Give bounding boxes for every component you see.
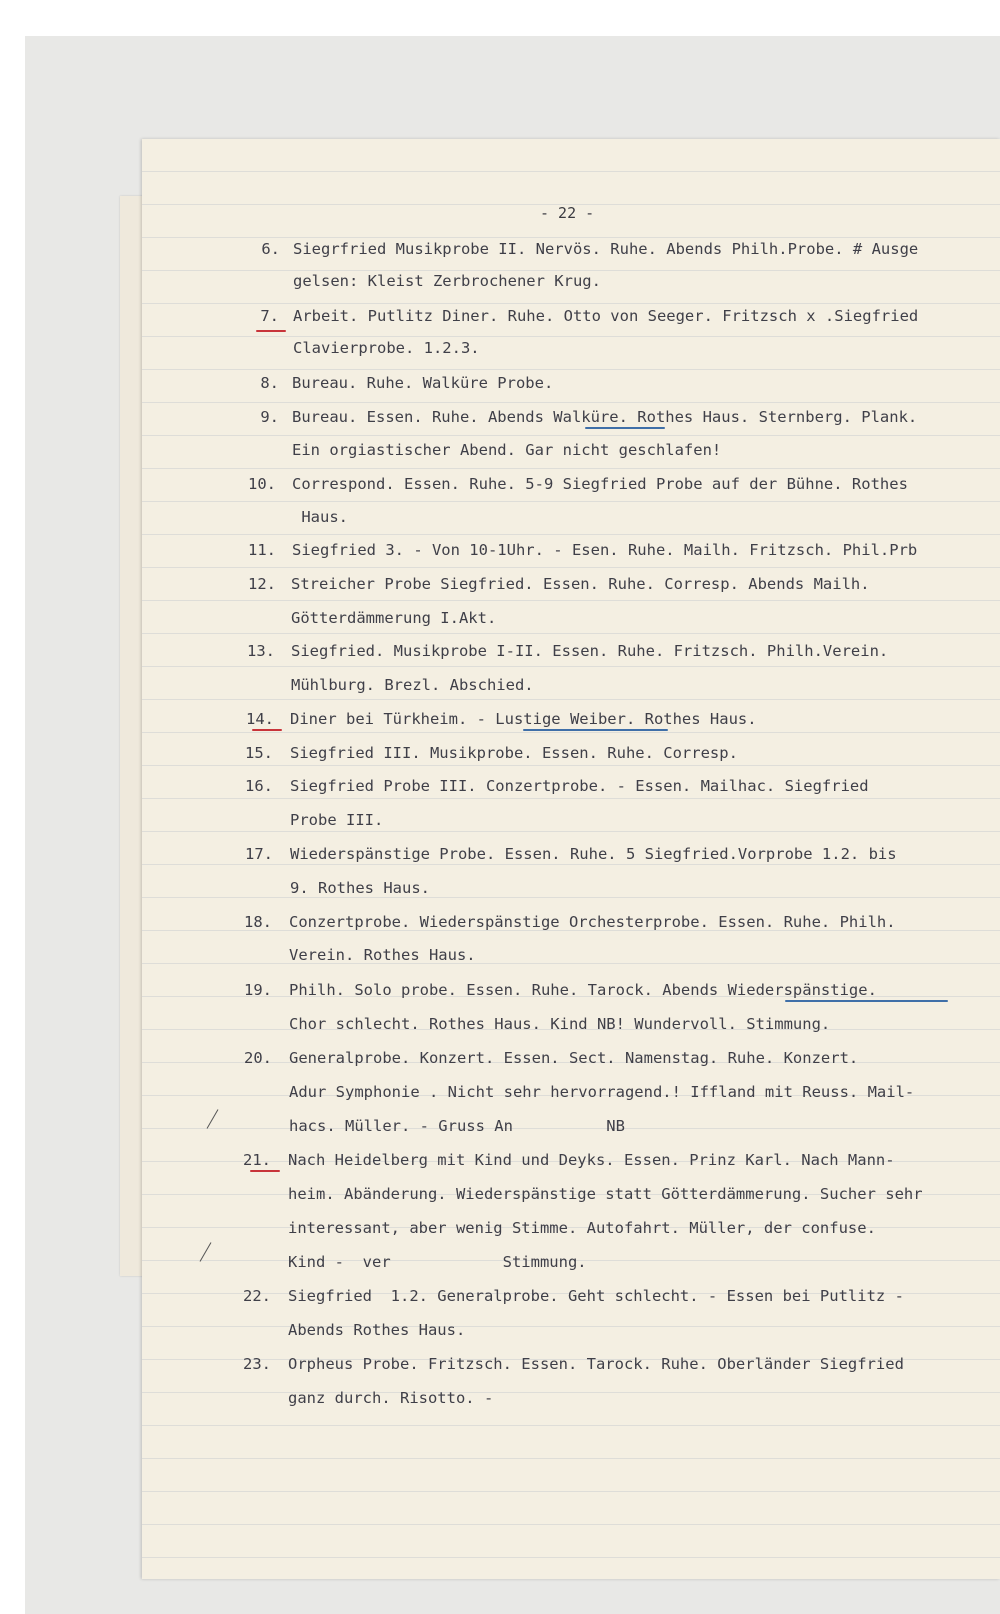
entry-line: Siegrfried Musikprobe II. Nervös. Ruhe. Abends Philh.Probe. # Ausge (293, 240, 919, 258)
entry-number: 18. (244, 913, 272, 931)
entry-line: Siegfried III. Musikprobe. Essen. Ruhe. Corresp. (290, 744, 738, 762)
entry-line: Orpheus Probe. Fritzsch. Essen. Tarock. Ruhe. Oberländer Siegfried (288, 1355, 904, 1373)
entry-number: 15. (245, 744, 273, 762)
entry-line: Haus. (292, 508, 348, 526)
entry-line: Clavierprobe. 1.2.3. (293, 339, 480, 357)
entry-line: Arbeit. Putlitz Diner. Ruhe. Otto von Seeger. Fritzsch x .Siegfried (293, 307, 919, 325)
entry-line: Diner bei Türkheim. - Lustige Weiber. Rothes Haus. (290, 710, 757, 728)
entry-line: heim. Abänderung. Wiederspänstige statt Götterdämmerung. Sucher sehr (288, 1185, 923, 1203)
red-pencil-underline (250, 1170, 280, 1172)
entry-line: gelsen: Kleist Zerbrochener Krug. (293, 272, 601, 290)
entry-number: 22. (243, 1287, 271, 1305)
entry-line: Nach Heidelberg mit Kind und Deyks. Essen. Prinz Karl. Nach Mann- (288, 1151, 895, 1169)
entry-line: interessant, aber wenig Stimme. Autofahrt. Müller, der confuse. (288, 1219, 876, 1237)
entry-line: Mühlburg. Brezl. Abschied. (291, 676, 534, 694)
entry-number: 12. (248, 575, 276, 593)
blue-pencil-underline (585, 427, 665, 429)
entry-line: Siegfried Probe III. Conzertprobe. - Essen. Mailhac. Siegfried (290, 777, 869, 795)
entry-number: 14. (246, 710, 274, 728)
entry-line: Siegfried. Musikprobe I-II. Essen. Ruhe. Fritzsch. Philh.Verein. (291, 642, 889, 660)
entry-line: Siegfried 1.2. Generalprobe. Geht schlecht. - Essen bei Putlitz - (288, 1287, 904, 1305)
entry-number: 10. (248, 475, 276, 493)
entry-number: 16. (245, 777, 273, 795)
red-pencil-underline (256, 330, 286, 332)
entry-line: Abends Rothes Haus. (288, 1321, 466, 1339)
entry-line: hacs. Müller. - Gruss An NB (289, 1117, 625, 1135)
entry-number: 7. (260, 307, 279, 325)
entry-number: 11. (248, 541, 276, 559)
entry-number: 19. (244, 981, 272, 999)
entry-line: Probe III. (290, 811, 384, 829)
entry-number: 8. (260, 374, 279, 392)
entry-line: Bureau. Ruhe. Walküre Probe. (292, 374, 554, 392)
entry-line: Ein orgiastischer Abend. Gar nicht geschlafen! (292, 441, 722, 459)
entry-number: 9. (260, 408, 279, 426)
red-pencil-underline (252, 729, 282, 731)
entry-line: Correspond. Essen. Ruhe. 5-9 Siegfried Probe auf der Bühne. Rothes (292, 475, 908, 493)
entry-line: Conzertprobe. Wiederspänstige Orchesterprobe. Essen. Ruhe. Philh. (289, 913, 896, 931)
entry-number: 13. (247, 642, 275, 660)
entry-line: Philh. Solo probe. Essen. Ruhe. Tarock. Abends Wiederspänstige. (289, 981, 877, 999)
entry-line: Generalprobe. Konzert. Essen. Sect. Namenstag. Ruhe. Konzert. (289, 1049, 859, 1067)
entry-line: Chor schlecht. Rothes Haus. Kind NB! Wundervoll. Stimmung. (289, 1015, 831, 1033)
page-number: - 22 - (540, 204, 595, 222)
entry-line: ganz durch. Risotto. - (288, 1389, 494, 1407)
entry-number: 6. (261, 240, 280, 258)
entry-line: Götterdämmerung I.Akt. (291, 609, 497, 627)
blue-pencil-underline (523, 729, 668, 731)
entry-line: Bureau. Essen. Ruhe. Abends Walküre. Rothes Haus. Sternberg. Plank. (292, 408, 918, 426)
entry-number: 23. (243, 1355, 271, 1373)
blue-pencil-underline (785, 1000, 948, 1002)
entry-line: Siegfried 3. - Von 10-1Uhr. - Esen. Ruhe. Mailh. Fritzsch. Phil.Prb (292, 541, 918, 559)
entry-line: Wiederspänstige Probe. Essen. Ruhe. 5 Siegfried.Vorprobe 1.2. bis (290, 845, 897, 863)
entry-number: 20. (244, 1049, 272, 1067)
entry-line: Kind - ver Stimmung. (288, 1253, 587, 1271)
entry-line: 9. Rothes Haus. (290, 879, 430, 897)
entry-number: 21. (243, 1151, 271, 1169)
entry-number: 17. (245, 845, 273, 863)
entry-line: Verein. Rothes Haus. (289, 946, 476, 964)
entry-line: Streicher Probe Siegfried. Essen. Ruhe. Corresp. Abends Mailh. (291, 575, 870, 593)
entry-line: Adur Symphonie . Nicht sehr hervorragend.! Iffland mit Reuss. Mail- (289, 1083, 915, 1101)
